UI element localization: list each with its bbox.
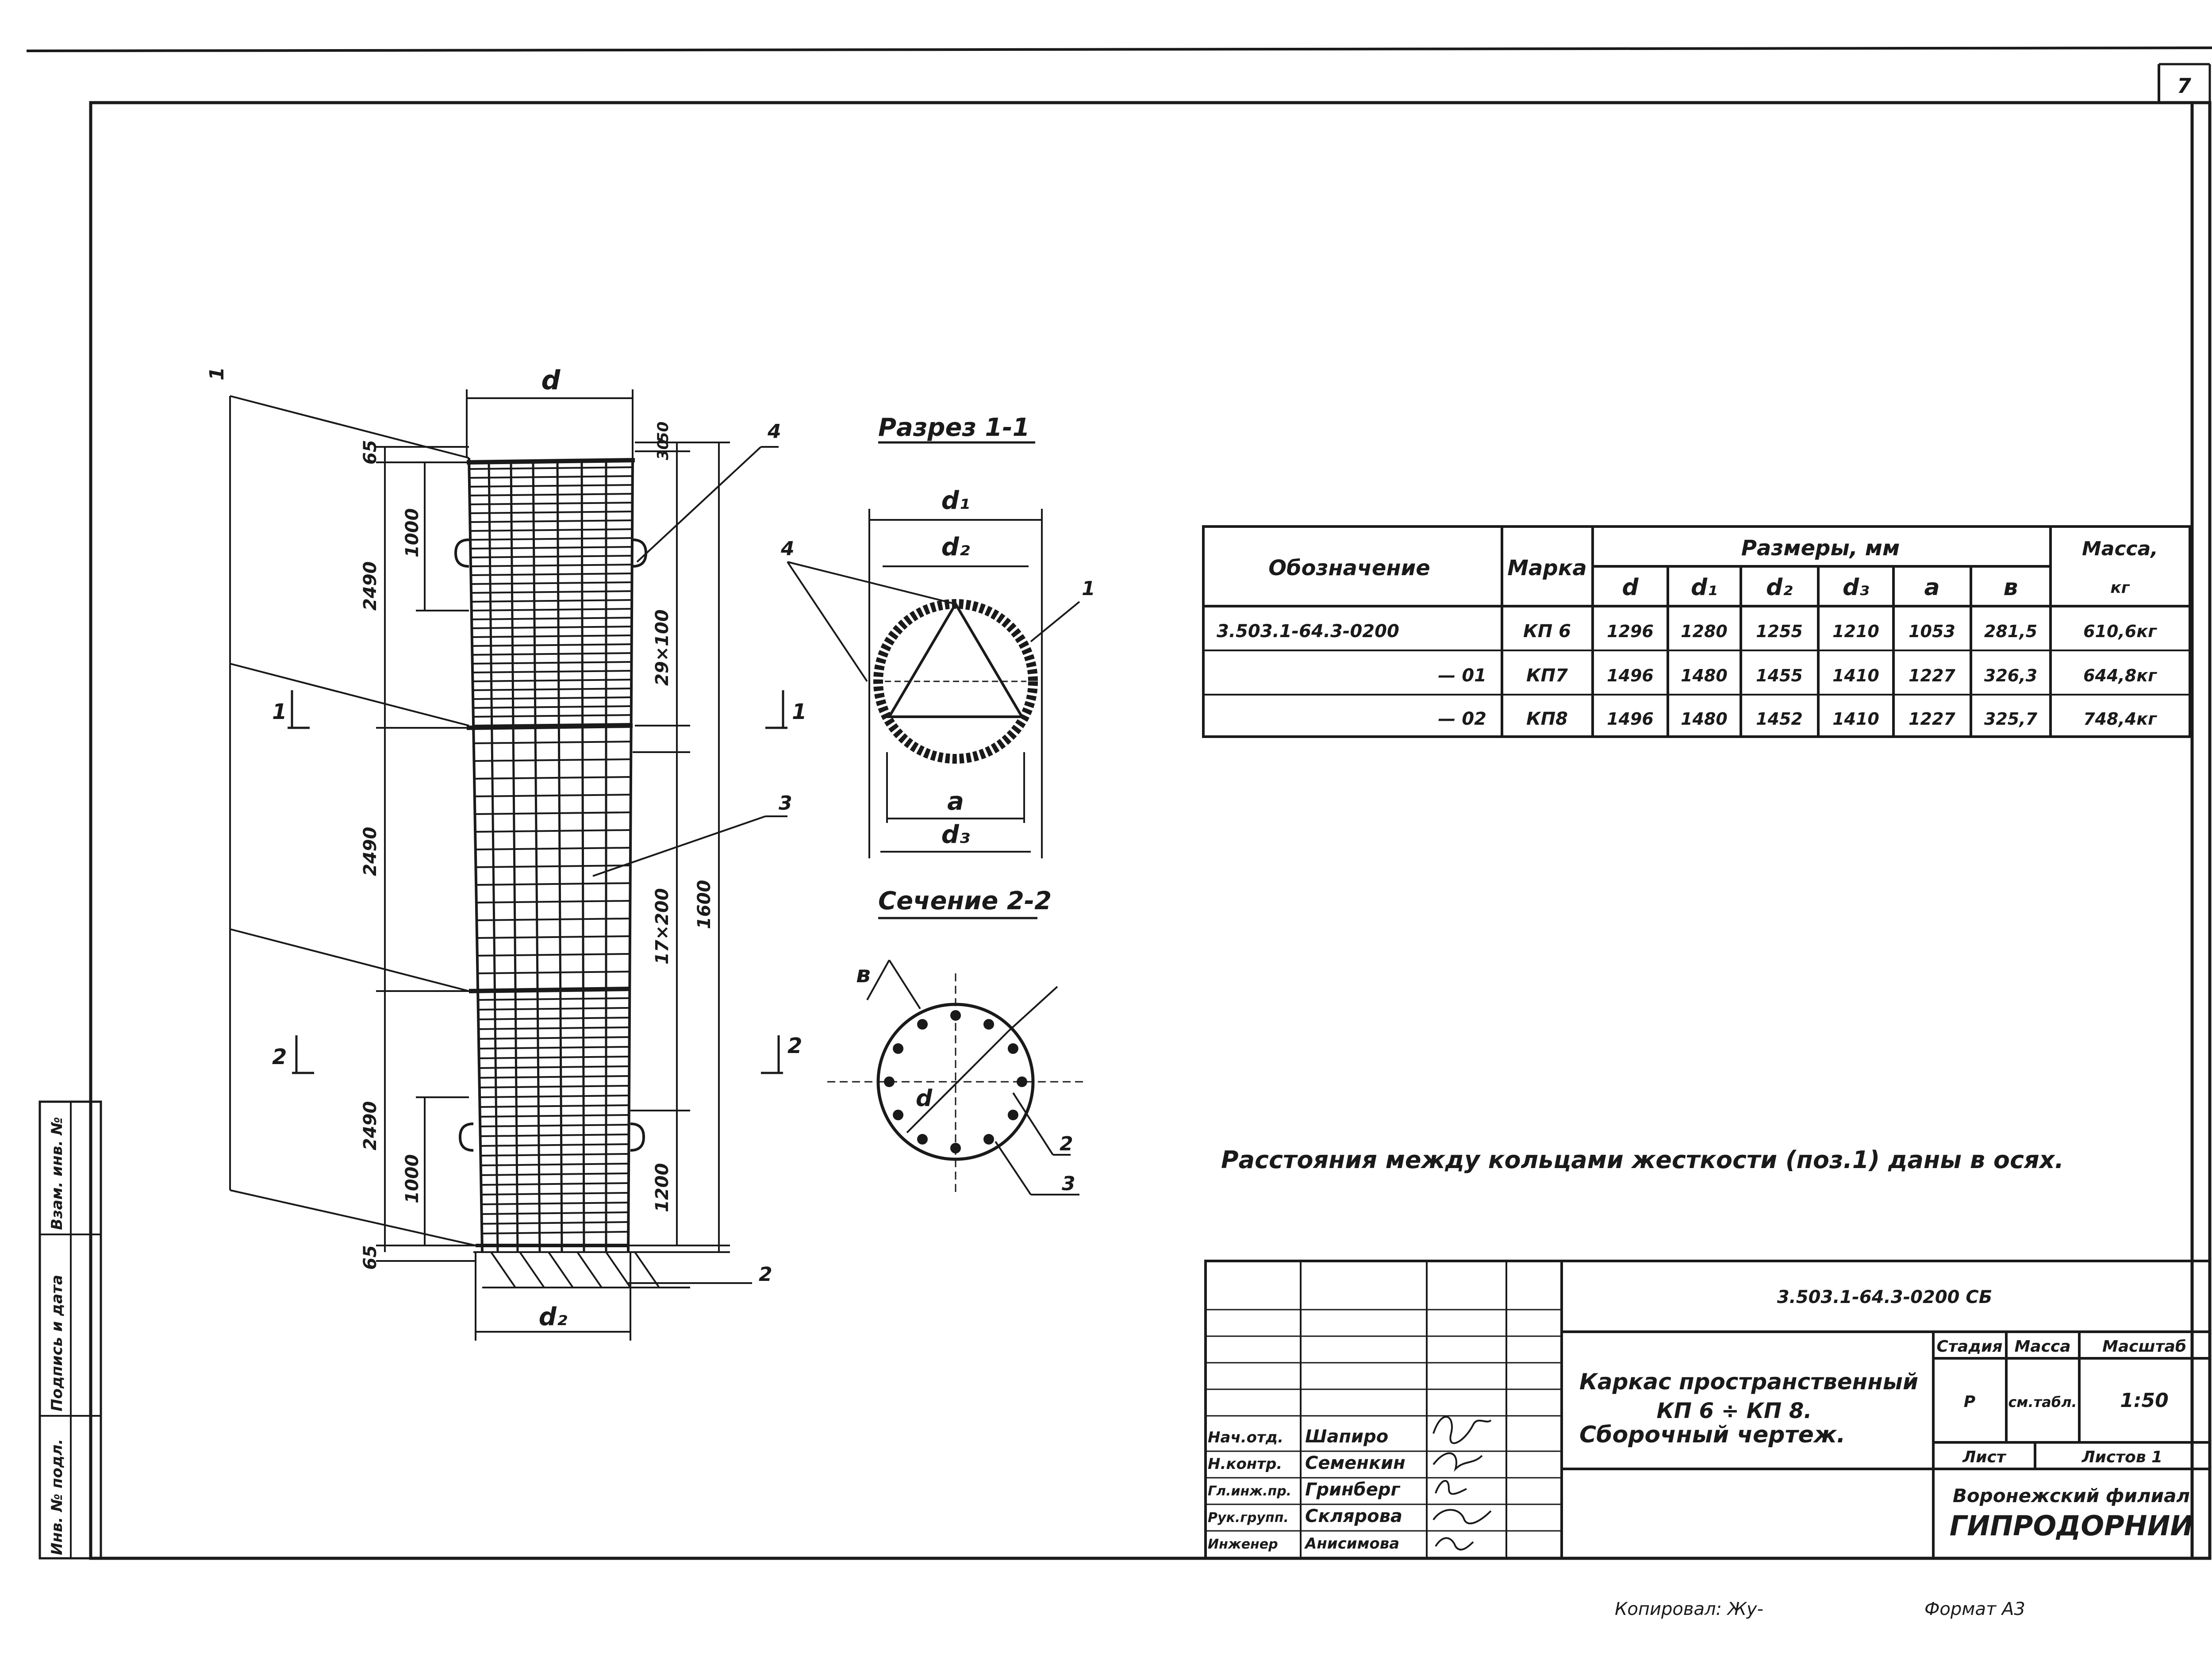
pos-mark-1: 1 [206,367,228,381]
org-line-2: ГИПРОДОРНИИ [1949,1510,2193,1542]
pos-mark-2: 2 [759,1263,772,1286]
cell-a: 1227 [1909,709,1955,729]
name-4: Склярова [1305,1506,1402,1526]
label-v: в [856,961,871,988]
doc-code: 3.503.1-64.3-0200 СБ [1777,1287,1993,1307]
pos-mark-4: 4 [768,420,781,443]
bar-dot [1008,1043,1018,1054]
signature-2 [1433,1453,1482,1469]
th-designation: Обозначение [1268,556,1430,580]
sheet-label: Лист [1962,1448,2006,1466]
label-d2-bottom: d₂ [538,1303,568,1331]
label-d-section: d [916,1085,933,1112]
dim-1000-bottom: 1000 [402,1154,422,1203]
stiffening-ring-3 [469,989,630,991]
th-d2: d₂ [1766,574,1793,601]
cell-d: 1496 [1607,709,1654,729]
th-d3: d₃ [1843,574,1869,601]
title-line-1: Каркас пространственный [1579,1369,1919,1395]
side-stamp-sign: Подпись и дата [48,1275,66,1411]
label-d-top: d [541,365,561,396]
cell-d: 1496 [1607,666,1654,685]
cell-mark: КП 6 [1523,621,1571,642]
cell-b: 325,7 [1984,709,2038,729]
section-2-2-dims [867,960,1079,1195]
section-2-2-mark-2: 2 [1060,1133,1073,1155]
scale-label: Масштаб [2102,1338,2186,1356]
bar-dot [917,1019,928,1030]
lifting-loop-right-bottom [630,1124,644,1150]
dim-50: 50 [654,421,672,442]
spiral-sparse-middle [474,742,631,973]
pos-mark-3: 3 [779,792,792,815]
label-d1: d₁ [941,486,970,515]
sheets-label: Листов 1 [2081,1448,2163,1466]
cell-d1: 1480 [1681,709,1728,729]
name-1: Шапиро [1305,1426,1389,1447]
section-1-1-title: Разрез 1-1 [878,413,1030,442]
bar-dot [893,1110,903,1120]
cell-d1: 1480 [1681,666,1728,685]
copied-by: Копировал: Жу- [1615,1599,1763,1619]
cut-1-left: 1 [272,700,287,724]
spiral-dense-top [469,467,632,726]
dim-65-bottom: 65 [360,1245,380,1270]
dim-1200: 1200 [652,1163,672,1212]
name-5: Анисимова [1305,1535,1400,1553]
side-stamp-inv: Инв. № подл. [48,1438,66,1555]
th-a: a [1924,574,1940,601]
signature-3 [1436,1481,1467,1494]
th-mass: Масса, [2081,538,2158,560]
cell-d2: 1255 [1756,622,1803,641]
stage-value: Р [1963,1393,1976,1411]
cell-d: 1296 [1607,622,1654,641]
dim-29x100: 29×100 [652,609,672,686]
org-line-1: Воронежский филиал [1952,1485,2190,1507]
cell-d3: 1210 [1832,622,1879,641]
sheet-number: 7 [2177,74,2192,98]
dim-1600: 1600 [694,880,714,929]
role-3: Гл.инж.пр. [1208,1484,1292,1499]
dim-65-top: 65 [360,440,380,465]
assembly-view [206,365,806,1341]
longitudinal-bars [489,460,606,1252]
bar-dot [983,1019,994,1030]
section-2-2 [827,887,1084,1195]
dim-30: 30 [654,439,672,460]
section-1-1-mark-1: 1 [1082,577,1095,600]
leader-lines [230,396,787,1283]
drawing-note: Расстояния между кольцами жесткости (поз.1) даны в осях. [1221,1146,2064,1174]
stage-label: Стадия [1936,1338,2003,1356]
cell-designation: 3.503.1-64.3-0200 [1217,621,1399,642]
dim-1000-top: 1000 [402,508,422,557]
dim-17x200: 17×200 [652,888,672,965]
cell-d3: 1410 [1832,709,1879,729]
lifting-loop-right-top [633,540,646,566]
role-2: Н.контр. [1208,1455,1283,1473]
cell-mass: 644,8кг [2083,666,2157,685]
dim-2490-2: 2490 [360,826,380,876]
name-3: Гринберг [1305,1480,1400,1500]
signature-5 [1436,1538,1473,1549]
name-2: Семенкин [1305,1453,1406,1473]
bar-dot [893,1043,903,1054]
table-row [1217,621,2157,642]
scale-value: 1:50 [2120,1389,2169,1412]
cell-b: 281,5 [1984,622,2038,641]
cell-mass: 748,4кг [2083,709,2157,729]
title-block-text [1208,1287,2193,1553]
title-line-2: КП 6 ÷ КП 8. [1656,1399,1812,1423]
label-a: a [947,787,964,816]
cell-d2: 1455 [1756,666,1803,685]
cell-d1: 1280 [1681,622,1728,641]
th-mark: Марка [1507,556,1587,580]
th-d1: d₁ [1691,574,1717,601]
role-5: Инженер [1208,1537,1278,1552]
label-d2: d₂ [941,533,970,561]
side-stamp-replace: Взам. инв. № [48,1117,66,1230]
section-2-2-title: Сечение 2-2 [878,887,1052,915]
th-dimensions: Размеры, мм [1741,536,1900,561]
cell-a: 1053 [1909,622,1955,641]
bar-dot [1008,1110,1018,1120]
stiffening-ring-2 [467,726,633,728]
th-b: в [2003,574,2018,601]
signature-4 [1433,1510,1491,1524]
cut-1-right: 1 [792,700,807,724]
lifting-loop-left-bottom [460,1124,473,1150]
cell-d2: 1452 [1756,709,1803,729]
mass-label: Масса [2014,1338,2071,1356]
th-d: d [1622,574,1639,601]
cell-d3: 1410 [1832,666,1879,685]
cell-mass: 610,6кг [2083,622,2157,641]
section-2-2-mark-3: 3 [1062,1172,1075,1195]
bar-dot [983,1134,994,1145]
cell-designation: — 02 [1438,709,1486,729]
dimension-d-top [467,389,633,458]
label-d3: d₃ [941,820,970,849]
dim-2490-1: 2490 [360,561,380,611]
stiffening-ring-top [467,460,635,462]
role-4: Рук.групп. [1208,1510,1289,1526]
cell-designation: — 01 [1438,665,1486,686]
lifting-loop-left-top [456,540,469,566]
section-1-1 [780,413,1095,858]
cell-mark: КП8 [1526,709,1568,729]
section-1-1-mark-4: 4 [781,538,795,560]
cut-2-left: 2 [272,1045,287,1069]
signature-1 [1433,1417,1491,1443]
cut-2-right: 2 [787,1034,803,1058]
role-1: Нач.отд. [1208,1429,1284,1446]
bar-dot [917,1134,928,1145]
cell-b: 326,3 [1984,666,2038,685]
mass-value: см.табл. [2008,1394,2077,1411]
th-mass-unit: кг [2110,579,2130,597]
table-text [1217,536,2158,729]
paper-format: Формат А3 [1924,1599,2025,1619]
title-line-3: Сборочный чертеж. [1579,1422,1846,1448]
cell-mark: КП7 [1526,665,1568,686]
cell-a: 1227 [1909,666,1955,685]
dim-2490-3: 2490 [360,1101,380,1150]
